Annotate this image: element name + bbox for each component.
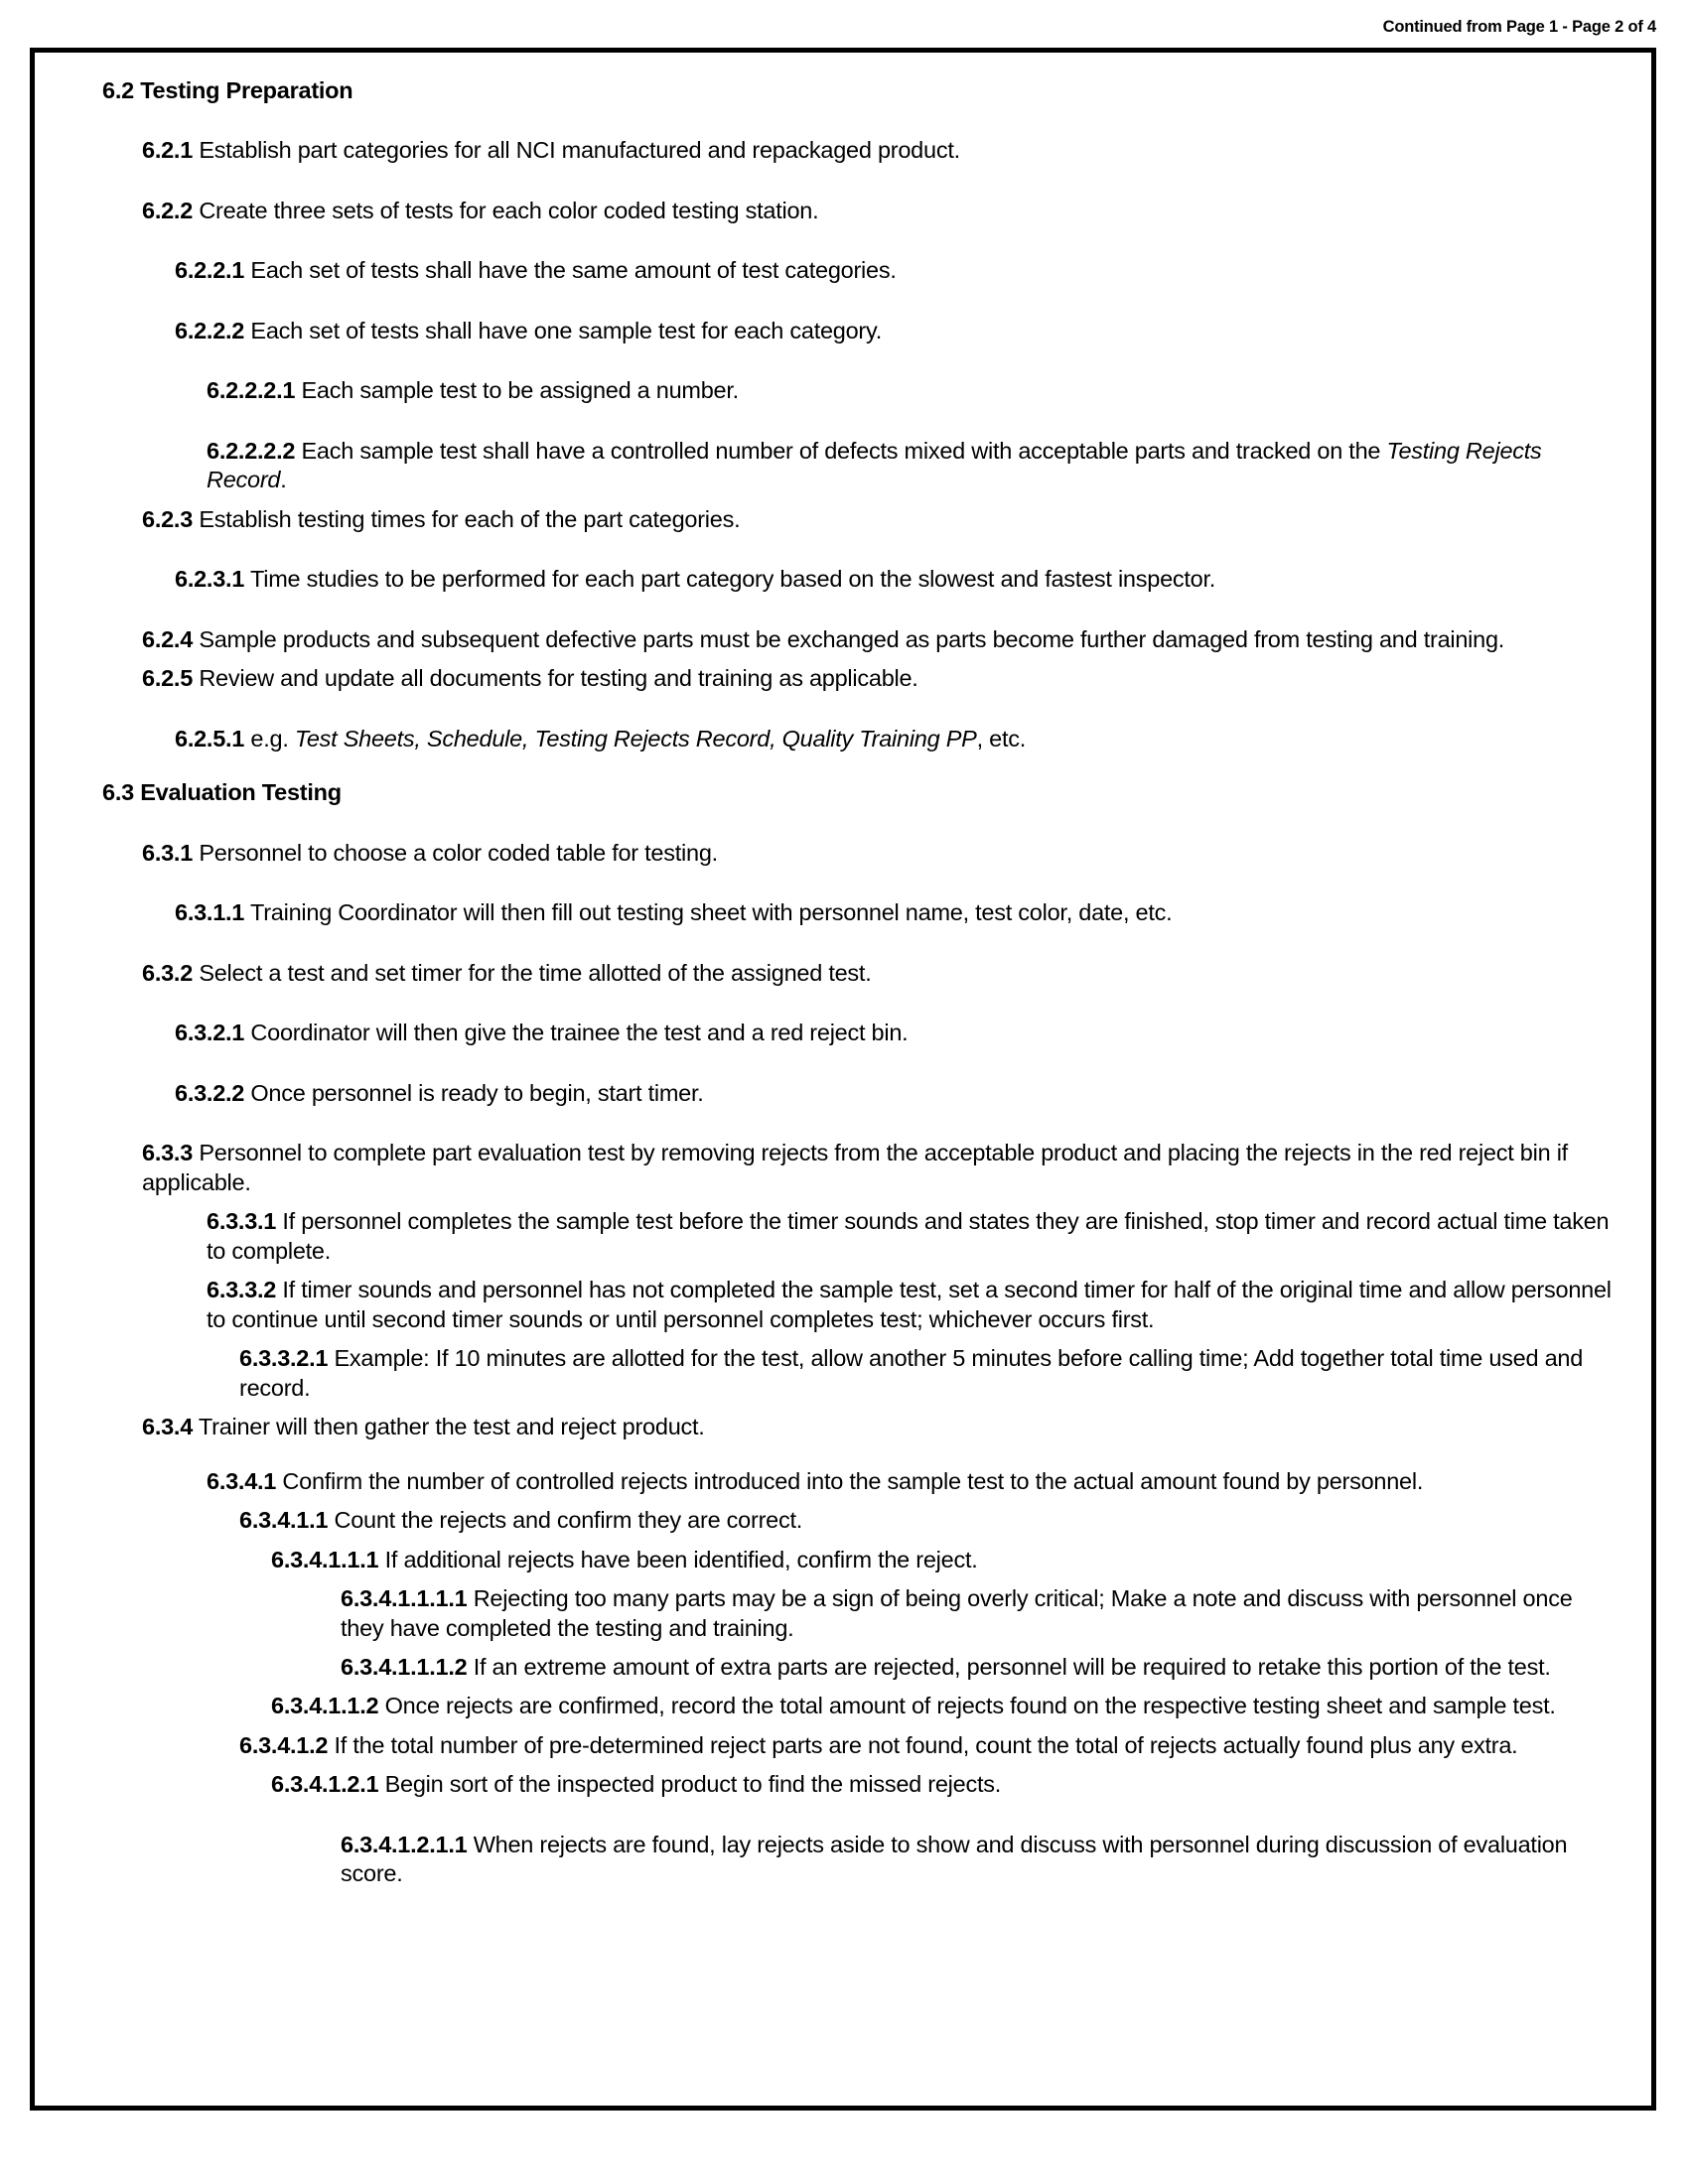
clause-number: 6.3.2.1	[175, 1020, 245, 1046]
clause-text: Confirm the number of controlled rejects introduced into the sample test to the actual amount found by personnel.	[282, 1467, 1424, 1494]
clause-number: 6.3.1.1	[175, 899, 245, 926]
clause-text: e.g.	[250, 725, 289, 751]
clause-text: Time studies to be performed for each part category based on the slowest and fastest inspector.	[249, 566, 1216, 593]
clause-number: 6.2.2.2	[175, 317, 245, 343]
clause-6-3-1-1	[175, 898, 1618, 927]
clause-6-3-3-1	[207, 1207, 1618, 1266]
clause-6-3-3-2	[207, 1276, 1618, 1334]
clause-number: 6.3.4.1.2.1.1	[341, 1831, 468, 1857]
clause-6-3-4-1-2	[239, 1731, 1618, 1760]
clause-number: 6.2.3.1	[175, 566, 245, 593]
clause-6-3-4-1-1	[239, 1506, 1618, 1535]
clause-6-2-1	[142, 136, 1618, 165]
clause-number: 6.3.1	[142, 839, 194, 866]
clause-text: If the total number of pre-determined reject parts are not found, count the total of rejects actually found plus any extra.	[334, 1731, 1518, 1758]
clause-text: If personnel completes the sample test before the timer sounds and states they are finished, stop timer and record actual time taken to complete.	[207, 1208, 1610, 1264]
clause-text-tail: , etc.	[976, 725, 1027, 751]
clause-6-3-4-1-1-2	[271, 1692, 1618, 1720]
clause-number: 6.3.2	[142, 959, 194, 986]
clause-text: Establish testing times for each of the part categories.	[199, 505, 741, 532]
clause-6-2-3	[142, 505, 1618, 534]
clause-6-3-4	[142, 1413, 1618, 1441]
clause-number: 6.3.4.1.2	[239, 1731, 329, 1758]
clause-6-3-4-1-1-1-2	[341, 1653, 1618, 1682]
section-heading-6-2: 6.2 Testing Preparation	[102, 77, 353, 103]
clause-6-2-5-1	[175, 725, 1618, 753]
clause-text: Establish part categories for all NCI manufactured and repackaged product.	[199, 137, 960, 164]
clause-6-2-2	[142, 197, 1618, 225]
clause-text: Trainer will then gather the test and reject product.	[198, 1414, 705, 1440]
clause-6-3-3-2-1	[239, 1344, 1618, 1403]
page-body	[35, 53, 1651, 1889]
clause-6-3-1	[142, 839, 1618, 868]
clause-number: 6.2.1	[142, 137, 194, 164]
clause-number: 6.3.4.1.1	[239, 1507, 329, 1534]
clause-text: Select a test and set timer for the time allotted of the assigned test.	[199, 959, 872, 986]
clause-6-2-2-2-1	[207, 376, 1618, 405]
clause-number: 6.2.2	[142, 197, 194, 223]
clause-number: 6.3.3.1	[207, 1208, 277, 1235]
clause-text: Personnel to choose a color coded table for testing.	[199, 839, 718, 866]
clause-text: Sample products and subsequent defective parts must be exchanged as parts become further damaged from testing and training.	[199, 625, 1505, 652]
clause-6-2-2-2-2	[207, 437, 1618, 495]
section-heading-6-3: 6.3 Evaluation Testing	[102, 779, 342, 806]
clause-6-3-4-1-2-1	[271, 1770, 1618, 1799]
clause-text: Once personnel is ready to begin, start timer.	[250, 1079, 704, 1106]
clause-text: Each sample test to be assigned a number.	[301, 377, 739, 404]
clause-text: Each sample test shall have a controlled number of defects mixed with acceptable parts and tracked on the	[301, 437, 1381, 464]
clause-6-2-4	[142, 625, 1618, 654]
continued-from-page-note: Continued from Page 1 - Page 2 of 4	[1382, 18, 1656, 36]
clause-text: When rejects are found, lay rejects aside to show and discuss with personnel during discussion of evaluation score.	[341, 1831, 1568, 1887]
clause-number: 6.3.3	[142, 1140, 194, 1166]
clause-text: Once rejects are confirmed, record the total amount of rejects found on the respective testing sheet and sample test.	[384, 1693, 1556, 1719]
clause-text: Training Coordinator will then fill out testing sheet with personnel name, test color, date, etc.	[249, 899, 1173, 926]
clause-6-3-4-1-2-1-1	[341, 1831, 1618, 1889]
clause-6-3-2-2	[175, 1079, 1618, 1108]
clause-number: 6.3.4.1.2.1	[271, 1771, 379, 1798]
clause-text: Begin sort of the inspected product to find the missed rejects.	[384, 1771, 1002, 1798]
clause-number: 6.2.2.2.2	[207, 437, 296, 464]
clause-6-3-2	[142, 959, 1618, 988]
clause-6-2-3-1	[175, 565, 1618, 594]
clause-text-tail: .	[280, 467, 287, 493]
clause-6-3-4-1-1-1	[271, 1546, 1618, 1574]
clause-number: 6.3.3.2.1	[239, 1345, 329, 1372]
clause-number: 6.3.3.2	[207, 1277, 277, 1303]
clause-number: 6.3.2.2	[175, 1079, 245, 1106]
clause-6-3-4-1-1-1-1	[341, 1584, 1618, 1643]
page-frame	[30, 48, 1656, 2111]
clause-number: 6.3.4.1.1.1	[271, 1546, 379, 1572]
clause-number: 6.2.5	[142, 665, 194, 692]
clause-number: 6.2.2.2.1	[207, 377, 296, 404]
clause-number: 6.3.4.1.1.2	[271, 1693, 379, 1719]
clause-text-italic: Testing Rejects Record	[207, 437, 1542, 493]
clause-number: 6.2.3	[142, 505, 194, 532]
clause-6-2-5	[142, 664, 1618, 693]
clause-text: Example: If 10 minutes are allotted for the test, allow another 5 minutes before calling time; Add together total time used and record.	[239, 1345, 1584, 1401]
clause-6-3-2-1	[175, 1019, 1618, 1047]
clause-number: 6.2.4	[142, 625, 194, 652]
clause-text: Each set of tests shall have the same amount of test categories.	[250, 257, 897, 284]
clause-6-2-2-2	[175, 317, 1618, 345]
clause-text-italic: Test Sheets, Schedule, Testing Rejects Record, Quality Training PP	[294, 725, 977, 751]
clause-number: 6.2.2.1	[175, 257, 245, 284]
clause-number: 6.3.4.1.1.1.1	[341, 1585, 468, 1612]
clause-text: If an extreme amount of extra parts are rejected, personnel will be required to retake this portion of the test.	[473, 1653, 1551, 1680]
clause-6-3-3	[142, 1139, 1618, 1197]
clause-6-2-2-1	[175, 256, 1618, 285]
clause-text: If additional rejects have been identified, confirm the reject.	[384, 1546, 978, 1572]
clause-text: Rejecting too many parts may be a sign of being overly critical; Make a note and discuss with personnel once they have completed the testing and training.	[341, 1585, 1573, 1641]
clause-text: Create three sets of tests for each color coded testing station.	[199, 197, 819, 223]
clause-text: Review and update all documents for testing and training as applicable.	[199, 665, 918, 692]
clause-text: Personnel to complete part evaluation test by removing rejects from the acceptable product and placing the rejects in the red reject bin if applicable.	[142, 1140, 1568, 1195]
clause-text: Count the rejects and confirm they are correct.	[334, 1507, 803, 1534]
clause-number: 6.3.4	[142, 1414, 194, 1440]
clause-number: 6.3.4.1	[207, 1467, 277, 1494]
clause-number: 6.2.5.1	[175, 725, 245, 751]
clause-text: If timer sounds and personnel has not completed the sample test, set a second timer for half of the original time and allow personnel to continue until second timer sounds or until personnel completes test; whichever occurs first.	[207, 1277, 1612, 1332]
clause-text: Each set of tests shall have one sample test for each category.	[250, 317, 883, 343]
clause-text: Coordinator will then give the trainee the test and a red reject bin.	[250, 1020, 909, 1046]
clause-6-3-4-1	[207, 1467, 1618, 1496]
page-header	[1383, 18, 1656, 37]
clause-number: 6.3.4.1.1.1.2	[341, 1653, 468, 1680]
